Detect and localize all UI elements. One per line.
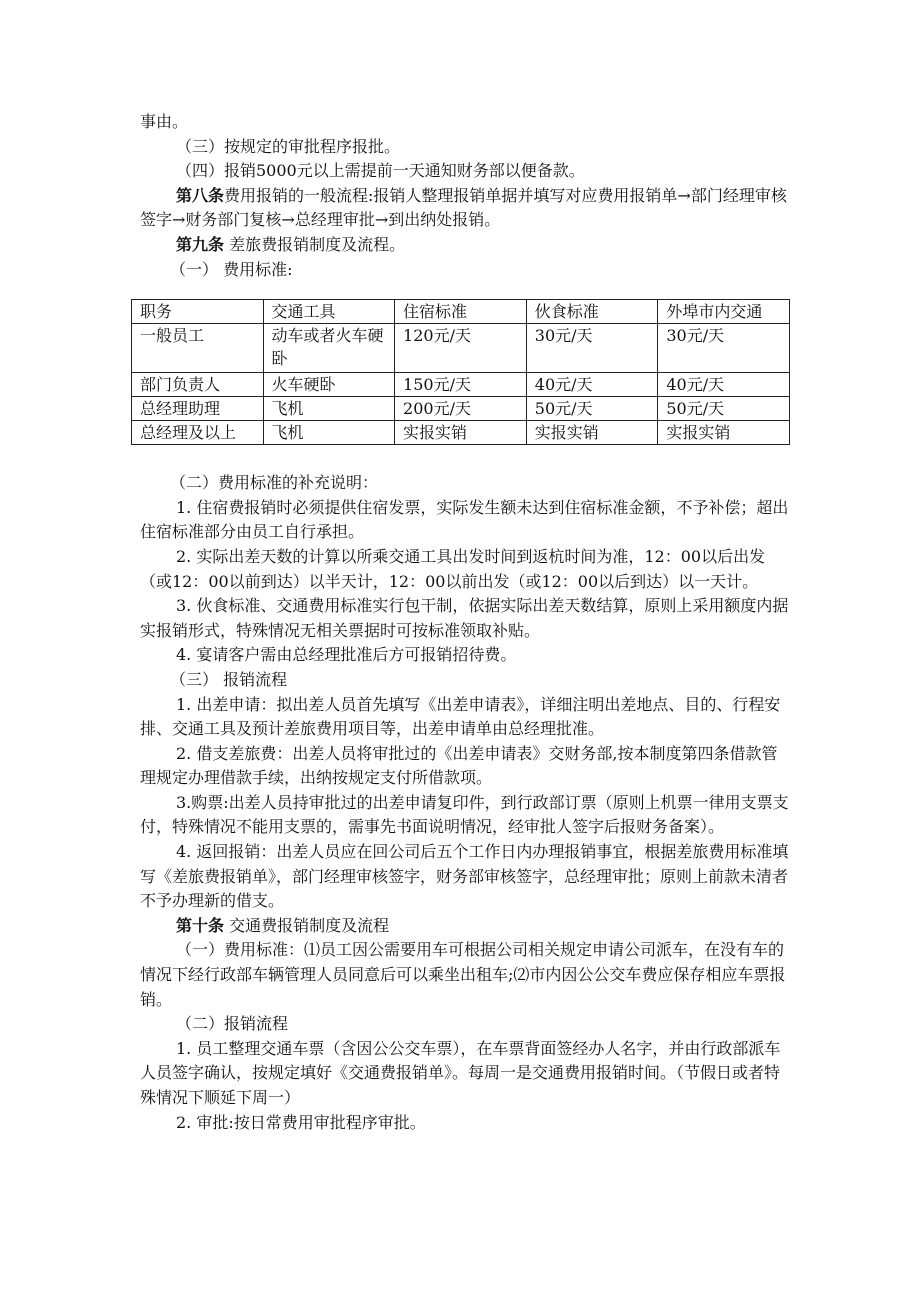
table-cell: 一般员工 bbox=[132, 324, 264, 373]
article-body: 差旅费报销制度及流程。 bbox=[229, 234, 406, 254]
table-cell: 30元/天 bbox=[658, 324, 790, 373]
paragraph: 1. 员工整理交通车票（含因公公交车票），在车票背面签经办人名字，并由行政部派车人员签字确认，按规定填好《交通费报销单》。每周一是交通费用报销时间。（节假日或者特殊情况下顺延下周一） bbox=[140, 1038, 781, 1107]
section-heading: （二）费用标准的补充说明： bbox=[170, 473, 379, 493]
article-title: 第九条 bbox=[176, 234, 225, 254]
paragraph: 1. 出差申请：拟出差人员首先填写《出差申请表》，详细注明出差地点、目的、行程安排、交通工具及预计差旅费用项目等，出差申请单由总经理批准。 bbox=[140, 694, 781, 739]
table-cell: 火车硬卧 bbox=[263, 373, 395, 397]
table-cell: 50元/天 bbox=[658, 397, 790, 421]
document-page bbox=[140, 110, 790, 1135]
table-cell: 120元/天 bbox=[395, 324, 527, 373]
table-cell: 总经理及以上 bbox=[132, 421, 264, 445]
article-body: 费用报销的一般流程:报销人整理报销单据并填写对应费用报销单→部门经理审核签字→财务部门复核→总经理审批→到出纳处报销。 bbox=[140, 185, 787, 230]
table-cell: 40元/天 bbox=[658, 373, 790, 397]
paragraph: 2. 实际出差天数的计算以所乘交通工具出发时间到返杭时间为准，12：00以后出发（或12：00以前到达）以半天计，12：00以前出发（或12：00以后到达）以一天计。 bbox=[140, 546, 766, 591]
paragraph: 4. 返回报销：出差人员应在回公司后五个工作日内办理报销事宜，根据差旅费用标准填写《差旅费报销单》，部门经理审核签字，财务部审核签字，总经理审批；原则上前款未清者不予办理新的借支。 bbox=[140, 842, 789, 911]
section-heading: （三） 报销流程 bbox=[170, 669, 288, 689]
table-header: 住宿标准 bbox=[395, 300, 527, 324]
section-heading: （一） 费用标准: bbox=[170, 259, 293, 279]
table-cell: 飞机 bbox=[263, 421, 395, 445]
table-cell: 部门负责人 bbox=[132, 373, 264, 397]
paragraph: 1. 住宿费报销时必须提供住宿发票，实际发生额未达到住宿标准金额，不予补偿；超出住宿标准部分由员工自行承担。 bbox=[140, 497, 789, 542]
table-cell: 总经理助理 bbox=[132, 397, 264, 421]
article-body: 交通费报销制度及流程 bbox=[229, 915, 390, 935]
table-cell: 50元/天 bbox=[526, 397, 658, 421]
table-cell: 200元/天 bbox=[395, 397, 527, 421]
text-line: （三）按规定的审批程序报批。 bbox=[176, 136, 401, 156]
table-row bbox=[132, 373, 790, 397]
expense-standard-table bbox=[131, 299, 790, 445]
article-9 bbox=[140, 233, 790, 258]
article-title: 第十条 bbox=[176, 915, 225, 935]
table-header: 职务 bbox=[132, 300, 264, 324]
table-row bbox=[132, 397, 790, 421]
paragraph: （一）费用标准：⑴员工因公需要用车可根据公司相关规定申请公司派车，在没有车的情况下经行政部车辆管理人员同意后可以乘坐出租车;⑵市内因公公交车费应保存相应车票报销。 bbox=[140, 940, 786, 1009]
section-heading: （二）报销流程 bbox=[176, 1014, 289, 1034]
text-line: 事由。 bbox=[140, 112, 189, 131]
text-line: （四）报销5000元以上需提前一天通知财务部以便备款。 bbox=[176, 161, 585, 181]
paragraph: 4. 宴请客户需由总经理批准后方可报销招待费。 bbox=[176, 645, 517, 665]
article-10 bbox=[140, 914, 790, 939]
paragraph: 2. 审批:按日常费用审批程序审批。 bbox=[176, 1112, 426, 1132]
table-cell: 30元/天 bbox=[526, 324, 658, 373]
table-cell: 实报实销 bbox=[658, 421, 790, 445]
paragraph: 3. 伙食标准、交通费用标准实行包干制，依据实际出差天数结算，原则上采用额度内据实报销形式，特殊情况无相关票据时可按标准领取补贴。 bbox=[140, 596, 789, 640]
article-8 bbox=[140, 184, 790, 233]
table-cell: 飞机 bbox=[263, 397, 395, 421]
table-cell: 实报实销 bbox=[395, 421, 527, 445]
table-header: 交通工具 bbox=[263, 300, 395, 324]
table-row bbox=[132, 421, 790, 445]
expense-standard-table-wrap bbox=[131, 299, 790, 445]
table-row bbox=[132, 324, 790, 373]
table-header: 外埠市内交通 bbox=[658, 300, 790, 324]
article-title: 第八条 bbox=[176, 185, 225, 205]
table-cell: 实报实销 bbox=[526, 421, 658, 445]
paragraph: 2. 借支差旅费：出差人员将审批过的《出差申请表》交财务部,按本制度第四条借款管理规定办理借款手续，出纳按规定支付所借款项。 bbox=[140, 743, 778, 788]
table-cell: 150元/天 bbox=[395, 373, 527, 397]
table-cell: 40元/天 bbox=[526, 373, 658, 397]
paragraph: 3.购票:出差人员持审批过的出差申请复印件，到行政部订票（原则上机票一律用支票支付，特殊情况不能用支票的，需事先书面说明情况，经审批人签字后报财务备案）。 bbox=[140, 792, 789, 837]
table-header: 伙食标准 bbox=[526, 300, 658, 324]
table-header-row bbox=[132, 300, 790, 324]
table-cell: 动车或者火车硬卧 bbox=[263, 324, 395, 373]
